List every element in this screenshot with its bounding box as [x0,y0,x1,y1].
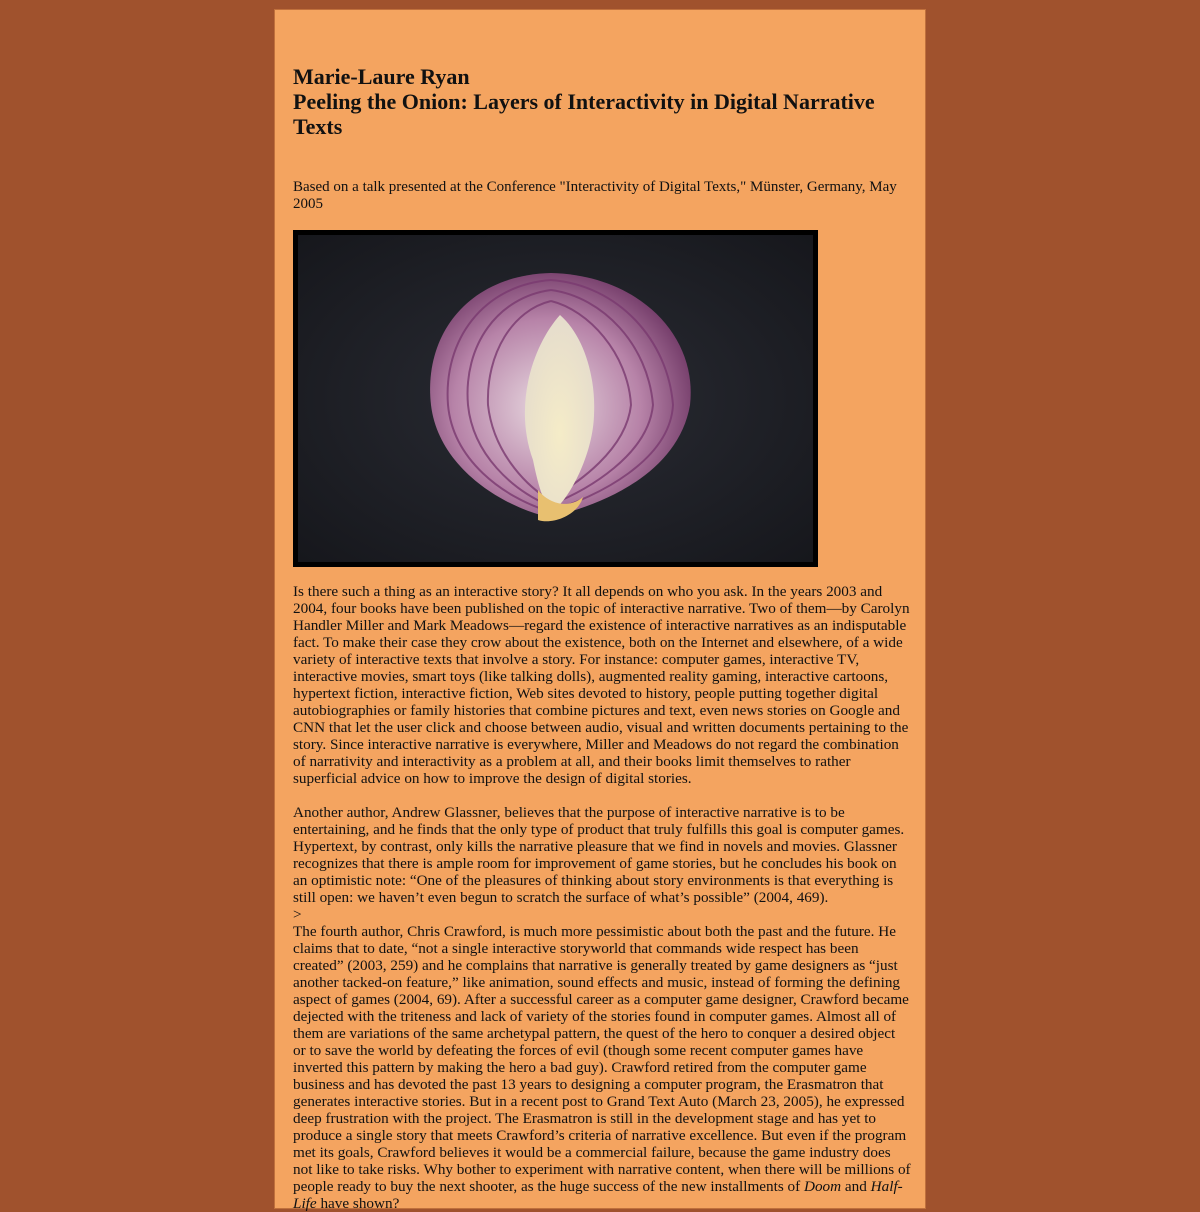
paragraph-3 [293,923,911,1212]
onion-image [293,230,818,567]
author-name: Marie-Laure Ryan [293,64,470,89]
paragraph-3-text: The fourth author, Chris Crawford, is much more pessimistic about both the past and the future. He claims that to date, “not a single interactive storyworld that commands wide respect has been created” (2003, 259) and he complains that narrative is generally treated by game designers as “just another tacked-on feature,” like animation, sound effects and music, instead of forming the defining aspect of games (2004, 69). After a successful career as a computer game designer, Crawford became dejected with the triteness and lack of variety of the stories found in computer games. Almost all of them are variations of the same archetypal pattern, the quest of the hero to conquer a desired object or to save the world by defeating the forces of evil (though some recent computer games have inverted this pattern by making the hero a bad guy). Crawford retired from the computer game business and has devoted the past 13 years to designing a computer program, the Erasmatron that generates interactive stories. But in a recent post to Grand Text Auto (March 23, 2005), he expressed deep frustration with the project. The Erasmatron is still in the development stage and has yet to produce a single story that meets Crawford’s criteria of narrative excellence. But even if the program met its goals, Crawford believes it would be a commercial failure, because the game industry does not like to take risks. Why bother to experiment with narrative content, when there will be millions of people ready to buy the next shooter, as the huge success of the new installments of [293,923,911,1195]
talk-note: Based on a talk presented at the Conference "Interactivity of Digital Texts," Münster, Germany, May 2005 [293,179,897,212]
content-page [274,9,926,1212]
paragraph-1: Is there such a thing as an interactive story? It all depends on who you ask. In the years 2003 and 2004, four books have been published on the topic of interactive narrative. Two of them—by Carolyn Handler Miller and Mark Meadows—regard the existence of interactive narratives as an indisputable fact. To make their case they crow about the existence, both on the Internet and elsewhere, of a wide variety of interactive texts that involve a story. For instance: computer games, interactive TV, interactive movies, smart toys (like talking dolls), augmented reality gaming, interactive cartoons, hypertext fiction, interactive fiction, Web sites devoted to history, people putting together digital autobiographies or family histories that combine pictures and text, even news stories on Google and CNN that let the user click and choose between audio, visual and written documents pertaining to the story. Since interactive narrative is everywhere, Miller and Meadows do not regard the combination of narrativity and interactivity as a problem at all, and their books limit themselves to rather superficial advice on how to improve the design of digital stories. [293,583,910,787]
onion-illustration [298,235,813,562]
game-title-doom: Doom [804,1178,842,1195]
game-title-half-life: Half-Life [293,1178,903,1212]
paragraph-3-and: and [841,1178,871,1195]
page-title [293,64,911,139]
paragraph-3-end: have shown? [316,1195,400,1212]
article [293,10,911,1212]
paragraph-2: Another author, Andrew Glassner, believes that the purpose of interactive narrative is to be entertaining, and he finds that the only type of product that truly fulfills this goal is computer games. Hypertext, by contrast, only kills the narrative pleasure that we find in novels and movies. Glassner recognizes that there is ample room for improvement of game stories, but he concludes his book on an optimistic note: “One of the pleasures of thinking about story environments is that everything is still open: we haven’t even begun to scratch the surface of what’s possible” (2004, 469). [293,804,905,906]
stray-character: > [293,906,302,923]
article-title: Peeling the Onion: Layers of Interactivity in Digital Narrative Texts [293,89,875,139]
